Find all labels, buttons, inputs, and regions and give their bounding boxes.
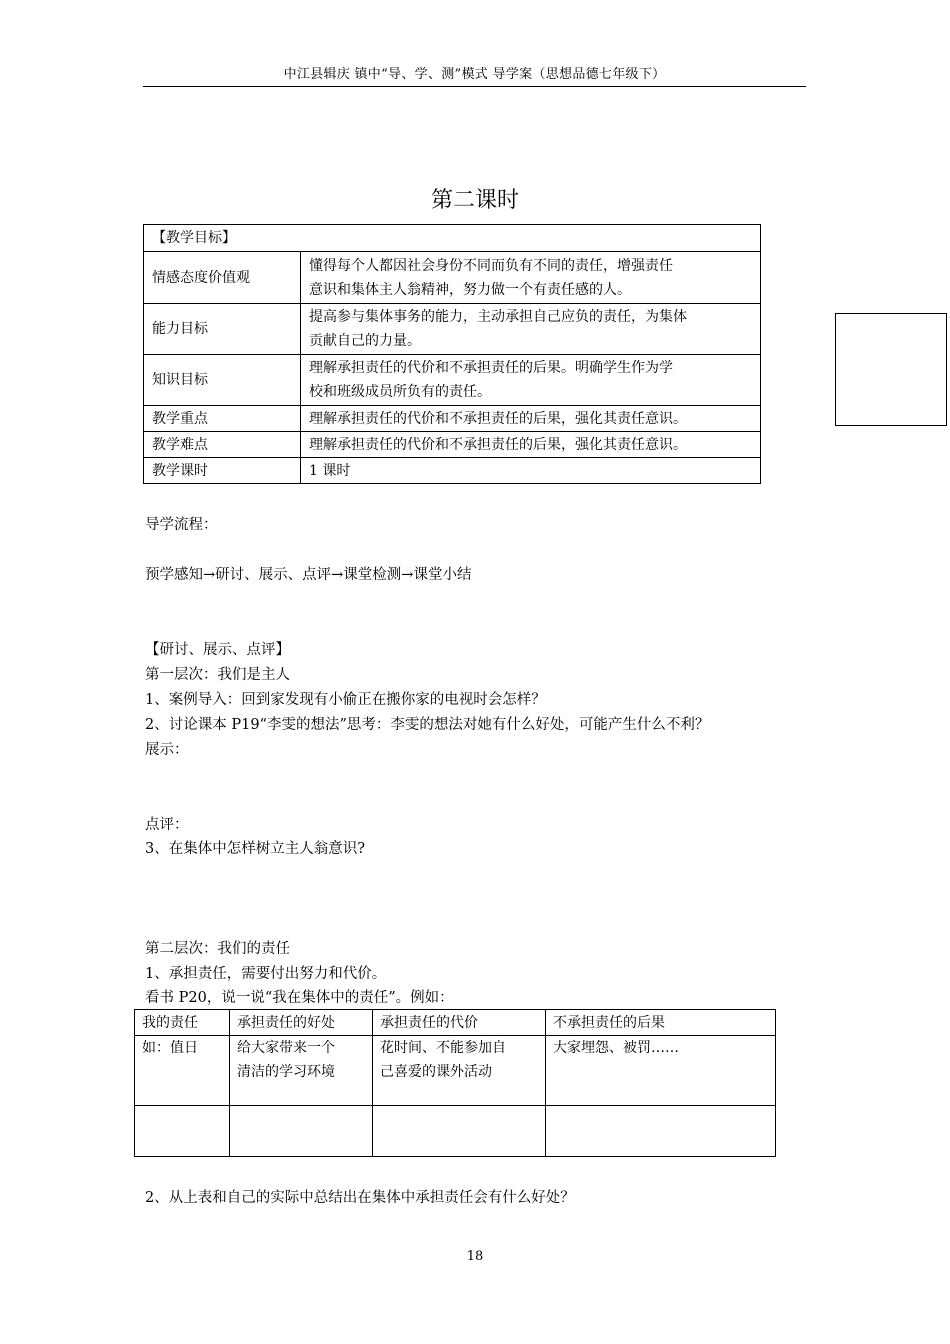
table-cell xyxy=(546,1106,776,1157)
table-row xyxy=(135,1036,776,1106)
content-line: 校和班级成员所负有的责任。 xyxy=(309,384,491,400)
row-label: 情感态度价值观 xyxy=(144,252,301,304)
cell-line: 给大家带来一个 xyxy=(237,1040,335,1056)
column-header: 不承担责任的后果 xyxy=(546,1010,776,1036)
flow-label: 导学流程： xyxy=(145,517,218,533)
table-row xyxy=(144,406,761,432)
row-content: 理解承担责任的代价和不承担责任的后果，强化其责任意识。 xyxy=(301,406,761,432)
level-2-item-1: 1、承担责任，需要付出努力和代价。 xyxy=(145,966,387,982)
table-cell xyxy=(135,1106,230,1157)
comment-label: 点评： xyxy=(145,817,189,833)
table-cell xyxy=(373,1106,546,1157)
content-line: 理解承担责任的代价和不承担责任的后果。明确学生作为学 xyxy=(309,360,673,376)
book-reference: 看书 P20，说一说“我在集体中的责任”。例如： xyxy=(145,990,454,1006)
level-2-heading: 第二层次：我们的责任 xyxy=(145,941,290,957)
row-content: 理解承担责任的代价和不承担责任的后果，强化其责任意识。 xyxy=(301,432,761,458)
table-cell xyxy=(230,1106,373,1157)
row-content xyxy=(301,304,761,355)
row-label: 教学难点 xyxy=(144,432,301,458)
cell-line: 花时间、不能参加自 xyxy=(380,1040,506,1056)
responsibility-table xyxy=(134,1009,776,1157)
table-row xyxy=(144,355,761,406)
section-heading: 【研讨、展示、点评】 xyxy=(145,642,290,658)
page-number: 18 xyxy=(466,1249,484,1264)
table-row xyxy=(144,225,761,252)
level-1-heading: 第一层次：我们是主人 xyxy=(145,667,290,683)
show-label: 展示： xyxy=(145,742,189,758)
content-line: 贡献自己的力量。 xyxy=(309,333,421,349)
question-2: 2、讨论课本 P19“李雯的想法”思考：李雯的想法对她有什么好处，可能产生什么不利？ xyxy=(145,717,710,733)
side-box xyxy=(835,313,947,426)
final-question: 2、从上表和自己的实际中总结出在集体中承担责任会有什么好处？ xyxy=(145,1190,575,1206)
table-row xyxy=(144,304,761,355)
row-label: 能力目标 xyxy=(144,304,301,355)
row-content xyxy=(301,252,761,304)
table-cell xyxy=(230,1036,373,1106)
row-label: 教学重点 xyxy=(144,406,301,432)
table-row xyxy=(135,1106,776,1157)
column-header: 承担责任的代价 xyxy=(373,1010,546,1036)
teaching-goals-table xyxy=(143,224,761,484)
cell-line: 己喜爱的课外活动 xyxy=(380,1064,492,1080)
table-row xyxy=(144,252,761,304)
cell-line: 清洁的学习环境 xyxy=(237,1064,335,1080)
row-label: 知识目标 xyxy=(144,355,301,406)
row-content xyxy=(301,355,761,406)
column-header: 承担责任的好处 xyxy=(230,1010,373,1036)
question-1: 1、案例导入：回到家发现有小偷正在搬你家的电视时会怎样？ xyxy=(145,692,546,708)
table-row xyxy=(144,432,761,458)
row-content: 1 课时 xyxy=(301,458,761,484)
table-cell: 大家埋怨、被罚…… xyxy=(546,1036,776,1106)
page-title: 第二课时 xyxy=(430,188,519,213)
table-row xyxy=(144,458,761,484)
column-header: 我的责任 xyxy=(135,1010,230,1036)
content-line: 提高参与集体事务的能力，主动承担自己应负的责任，为集体 xyxy=(309,309,687,325)
question-3: 3、在集体中怎样树立主人翁意识? xyxy=(145,841,365,857)
table-header-row xyxy=(135,1010,776,1036)
content-line: 意识和集体主人翁精神，努力做一个有责任感的人。 xyxy=(309,281,631,298)
row-label: 教学课时 xyxy=(144,458,301,484)
flow-steps: 预学感知→研讨、展示、点评→课堂检测→课堂小结 xyxy=(145,567,472,583)
table-heading: 【教学目标】 xyxy=(144,225,761,252)
table-cell: 如：值日 xyxy=(135,1036,230,1106)
content-line: 懂得每个人都因社会身份不同而负有不同的责任，增强责任 xyxy=(309,257,673,274)
table-cell xyxy=(373,1036,546,1106)
page-header: 中江县辑庆 镇中“导、学、测”模式 导学案（思想品德七年级下） xyxy=(143,63,806,87)
